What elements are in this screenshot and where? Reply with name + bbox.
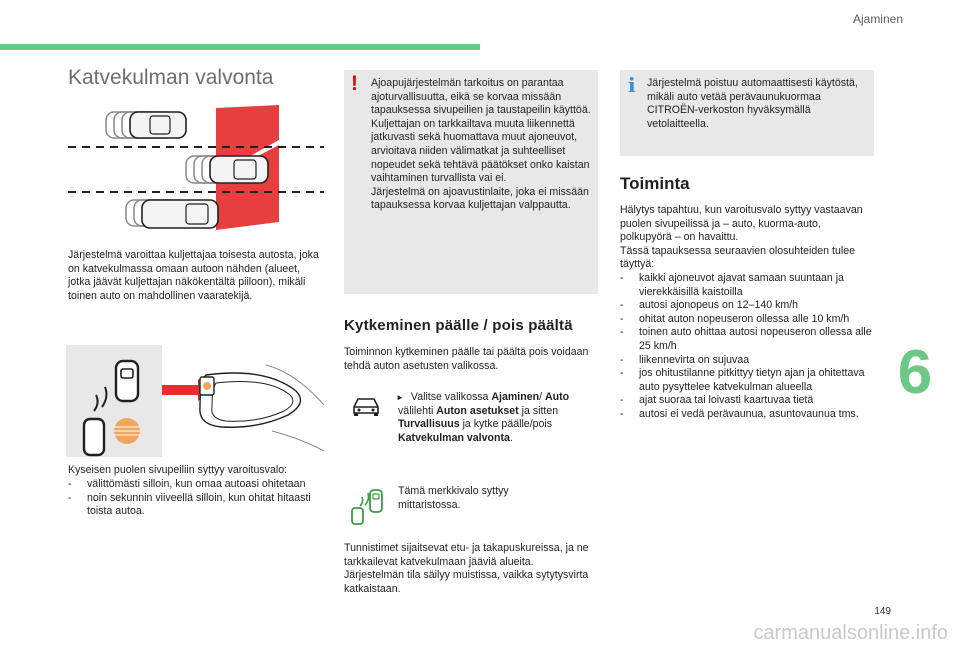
list-item: - kaikki ajoneuvot ajavat samaan suuntaan ja vierekkäisillä kaistoilla: [620, 272, 875, 299]
info-text: Järjestelmä poistuu automaattisesti käytöstä, mikäli auto vetää perävaunukuormaa CITROËN-verkoston hyväksymällä vetolaitteella.: [647, 77, 858, 130]
menu-katvekulman-valvonta: Katvekulman valvonta: [398, 431, 510, 444]
info-box: [620, 70, 874, 156]
toggle-intro: Toiminnon kytkeminen päälle tai päältä pois voidaan tehdä auton asetusten valikossa.: [344, 346, 589, 372]
section-name: Ajaminen: [852, 12, 903, 26]
list-item: - liikennevirta on sujuvaa: [620, 354, 875, 368]
page-title: Katvekulman valvonta: [68, 66, 274, 89]
menu-auto: Auto: [544, 391, 570, 403]
blind-spot-lanes-figure: [66, 100, 328, 240]
exclamation-warning-icon: !: [351, 72, 358, 95]
indicator-text: Tämä merkkivalo syttyy mittaristossa.: [398, 485, 509, 511]
info-icon: i: [628, 73, 636, 97]
watermark: carmanualsonline.info: [753, 622, 948, 644]
list-item: - autosi ajonopeus on 12–140 km/h: [620, 299, 875, 313]
step-text: .: [509, 431, 513, 444]
step-text: Valitse valikossa: [410, 391, 492, 403]
step-text: ja kytke päälle/pois: [459, 418, 553, 431]
step-instruction: [398, 391, 594, 445]
sensors-text: Tunnistimet sijaitsevat etu- ja takapuskureissa, ja ne tarkkailevat katvekulmaan jääviä alueita. Järjestelmän tila säilyy muistissa, vaikka sytytysvirta katkaistaan.: [344, 542, 589, 595]
menu-turvallisuus: Turvallisuus: [398, 418, 460, 431]
warning-text: Ajoapujärjestelmän tarkoitus on parantaa ajoturvallisuutta, eikä se korvaa missään tapauksessa sivupeilien ja taustapeilin käyttöä. Kuljettajan on tarkkailtava muuta liikennettä jatkuvasti sekä huomattava muut ajoneuvot, arvioitava niiden välimatkat ja suhteelliset nopeudet sekä tehtävä päätökset onko kaistan vaihtaminen turvallista vai ei. Järjestelmä on ajoavustinlaite, joka ei missään tapauksessa korvaa kuljettajan valppautta.: [371, 77, 591, 212]
blind-spot-indicator-icon: [346, 486, 388, 526]
light-intro: Kyseisen puolen sivupeiliin syttyy varoitusvalo:: [68, 464, 288, 476]
menu-auton-asetukset: Auton asetukset: [436, 404, 519, 417]
conditions-list: [620, 272, 875, 422]
warning-box: [344, 70, 598, 294]
chapter-number: 6: [897, 338, 933, 407]
step-arrow: ►: [396, 393, 404, 402]
list-item: - ajat suoraa tai loivasti kaartuvaa tietä: [620, 394, 875, 408]
menu-ajaminen: Ajaminen: [491, 391, 540, 403]
list-item: - välittömästi silloin, kun omaa autoasi ohitetaan: [68, 478, 323, 492]
intro-paragraph: Järjestelmä varoittaa kuljettajaa toisesta autosta, joka on katvekulmassa omaan autoon nähden (alueet, jotka jäävät kuljettajan näkökentältä piiloon), mikäli toinen auto on mahdollinen vaaratekijä.: [68, 249, 319, 302]
function-intro: Hälytys tapahtuu, kun varoitusvalo syttyy vastaavan puolen sivupeilissä ja – auto, kuorma-auto, polkupyörä – on havaittu. Tässä tapauksessa seuraavien olosuhteiden tulee täyttyä:: [620, 204, 863, 271]
list-item: - jos ohitustilanne pitkittyy tietyn ajan ja ohitettava auto pysyttelee katvekulman alueella: [620, 367, 875, 394]
mirror-warning-figure: [66, 345, 326, 457]
list-item: - ohitat auton nopeuseron ollessa alle 10 km/h: [620, 313, 875, 327]
page-number: 149: [874, 606, 891, 617]
list-item: - noin sekunnin viiveellä silloin, kun ohitat hitaasti toista autoa.: [68, 492, 323, 519]
section-heading-function: Toiminta: [620, 174, 690, 193]
list-item: - toinen auto ohittaa autosi nopeuseron ollessa alle 25 km/h: [620, 326, 875, 353]
step-text: ja sitten: [518, 404, 559, 417]
step-text: /: [539, 391, 545, 403]
section-heading-toggle: Kytkeminen päälle / pois päältä: [344, 317, 573, 334]
light-list: [68, 478, 323, 519]
list-item: - autosi ei vedä perävaunua, asuntovaunua tms.: [620, 408, 875, 422]
header-accent-bar: [0, 44, 480, 50]
step-text: välilehti: [398, 404, 437, 417]
car-settings-icon: [350, 393, 384, 417]
